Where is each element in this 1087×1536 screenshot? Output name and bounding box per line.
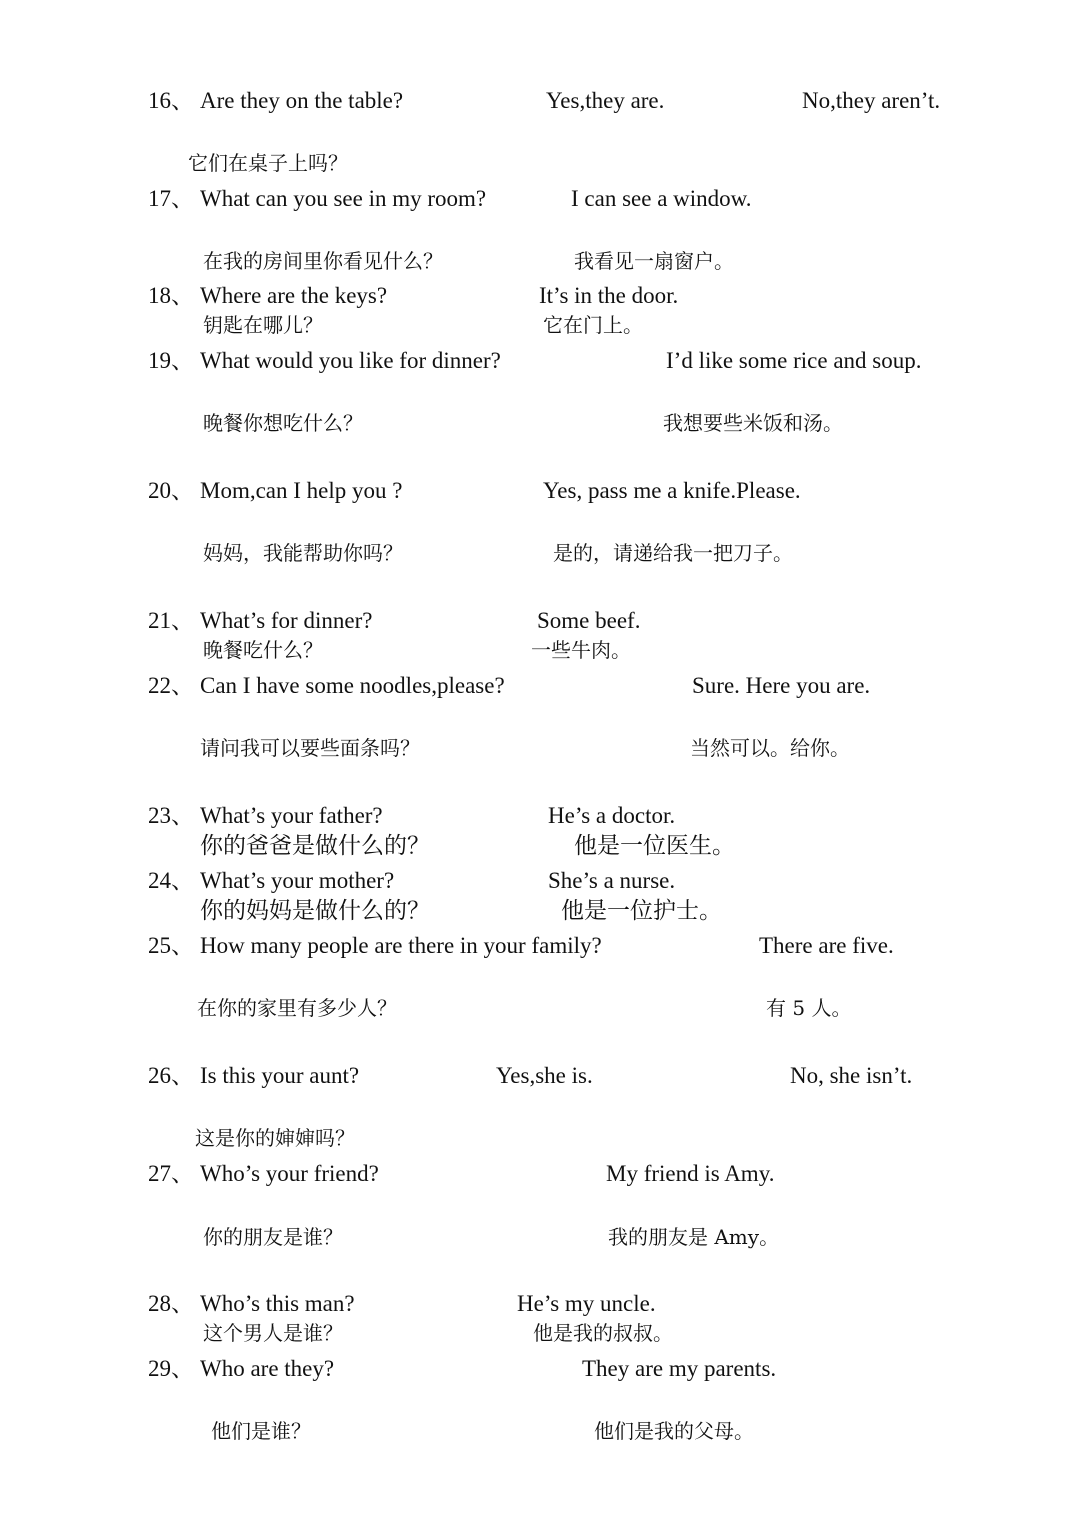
question-english: What’s your father? xyxy=(200,803,383,828)
answer-english: Some beef. xyxy=(537,608,641,633)
question-chinese: 你的朋友是谁？ xyxy=(203,1225,343,1249)
item-number: 20、 xyxy=(148,478,194,503)
answer-english: He’s a doctor. xyxy=(548,803,676,828)
answer-chinese: 有 5 人。 xyxy=(766,996,852,1020)
item-number: 21、 xyxy=(148,608,194,633)
answer-english: I’d like some rice and soup. xyxy=(666,348,922,373)
item-number: 28、 xyxy=(148,1291,194,1316)
question-chinese: 它们在桌子上吗？ xyxy=(188,151,348,175)
question-chinese: 晚餐吃什么？ xyxy=(203,638,323,662)
item-number: 16、 xyxy=(148,88,194,113)
answer-chinese: 他是一位护士。 xyxy=(561,898,722,924)
question-english: What’s your mother? xyxy=(200,868,395,893)
item-number: 26、 xyxy=(148,1063,194,1088)
answer-english: There are five. xyxy=(759,933,894,958)
question-english: What can you see in my room? xyxy=(200,186,487,211)
question-chinese: 妈妈，我能帮助你吗？ xyxy=(203,541,403,565)
question-english: Mom,can I help you ? xyxy=(200,478,403,503)
answer-chinese: 我的朋友是 Amy。 xyxy=(608,1225,780,1249)
item-number: 29、 xyxy=(148,1356,194,1381)
question-chinese: 晚餐你想吃什么？ xyxy=(203,411,363,435)
answer-chinese: 他是一位医生。 xyxy=(574,833,735,859)
item-number: 23、 xyxy=(148,803,194,828)
item-number: 22、 xyxy=(148,673,194,698)
answer-chinese: 它在门上。 xyxy=(543,313,643,337)
question-chinese: 你的爸爸是做什么的？ xyxy=(200,833,430,859)
question-chinese: 你的妈妈是做什么的？ xyxy=(200,898,430,924)
question-english: Can I have some noodles,please? xyxy=(200,673,505,698)
answer-english: I can see a window. xyxy=(571,186,752,211)
answer-chinese: 我想要些米饭和汤。 xyxy=(663,411,843,435)
answer-chinese: 当然可以。给你。 xyxy=(690,736,850,760)
answer-chinese: 他们是我的父母。 xyxy=(594,1419,754,1443)
answer-chinese: 一些牛肉。 xyxy=(531,638,631,662)
question-english: How many people are there in your family? xyxy=(200,933,602,958)
answer-english: She’s a nurse. xyxy=(548,868,676,893)
question-chinese: 这个男人是谁？ xyxy=(203,1321,343,1345)
question-chinese: 这是你的婶婶吗？ xyxy=(195,1126,355,1150)
question-english: Where are the keys? xyxy=(200,283,388,308)
question-english: What would you like for dinner? xyxy=(200,348,501,373)
item-number: 27、 xyxy=(148,1161,194,1186)
answer-english: My friend is Amy. xyxy=(606,1161,775,1186)
item-number: 17、 xyxy=(148,186,194,211)
answer-no-english: No, she isn’t. xyxy=(790,1063,913,1088)
answer-yes-english: Yes,they are. xyxy=(546,88,665,113)
item-number: 19、 xyxy=(148,348,194,373)
item-number: 24、 xyxy=(148,868,194,893)
answer-yes-english: Yes,she is. xyxy=(496,1063,593,1088)
answer-english: Yes, pass me a knife.Please. xyxy=(543,478,801,503)
question-chinese: 请问我可以要些面条吗？ xyxy=(200,736,420,760)
answer-english: It’s in the door. xyxy=(539,283,679,308)
answer-chinese: 是的，请递给我一把刀子。 xyxy=(553,541,793,565)
answer-no-english: No,they aren’t. xyxy=(802,88,941,113)
question-chinese: 钥匙在哪儿？ xyxy=(203,313,323,337)
answer-english: He’s my uncle. xyxy=(517,1291,656,1316)
question-chinese: 在我的房间里你看见什么？ xyxy=(203,249,443,273)
item-number: 25、 xyxy=(148,933,194,958)
answer-english: Sure. Here you are. xyxy=(692,673,871,698)
question-chinese: 在你的家里有多少人？ xyxy=(197,996,397,1020)
question-english: Who are they? xyxy=(200,1356,335,1381)
answer-chinese: 他是我的叔叔。 xyxy=(533,1321,673,1345)
answer-chinese: 我看见一扇窗户。 xyxy=(574,249,734,273)
question-english: Are they on the table? xyxy=(200,88,404,113)
question-english: Who’s your friend? xyxy=(200,1161,379,1186)
question-english: What’s for dinner? xyxy=(200,608,373,633)
question-chinese: 他们是谁？ xyxy=(211,1419,311,1443)
question-english: Who’s this man? xyxy=(200,1291,355,1316)
answer-english: They are my parents. xyxy=(582,1356,777,1381)
question-english: Is this your aunt? xyxy=(200,1063,360,1088)
item-number: 18、 xyxy=(148,283,194,308)
